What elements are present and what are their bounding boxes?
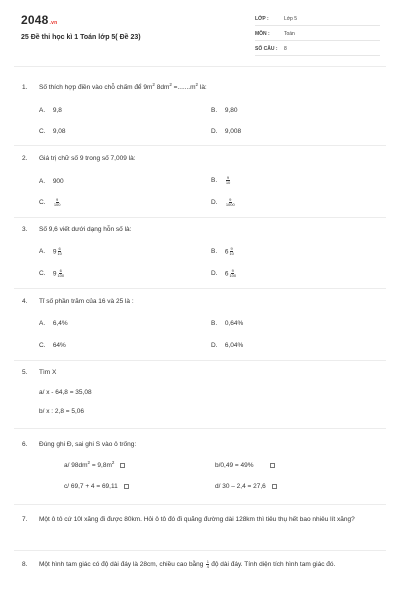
divider	[14, 550, 386, 551]
q1-option-b[interactable]: B. 9,80	[211, 107, 238, 114]
divider	[14, 288, 386, 289]
q1-option-d[interactable]: D. 9,008	[211, 128, 242, 135]
q6-statement-c: c/ 69,7 + 4 = 69,11	[64, 483, 129, 490]
q6-statement-a: a/ $98dm^2 = 9,8m^2$	[64, 462, 125, 469]
q4-option-d[interactable]: D. 6,04%	[211, 342, 244, 349]
q3-option-a[interactable]: A. 9 $\frac{6}{10}$	[39, 246, 62, 257]
q2-option-a[interactable]: A. 900	[39, 178, 64, 185]
q6-checkbox-c[interactable]	[124, 484, 129, 489]
q5-part-b: b/ x : 2,8 = 5,06	[39, 408, 84, 415]
q2-option-c[interactable]: C. $\frac{9}{100}$	[39, 197, 61, 208]
meta-question-count: SỐ CÂU : 8	[255, 44, 380, 56]
q1-option-c[interactable]: C. 9,08	[39, 128, 66, 135]
q2-option-d[interactable]: D. $\frac{9}{1000}$	[211, 197, 235, 208]
q2-option-b[interactable]: B. $\frac{9}{10}$	[211, 175, 231, 186]
divider	[14, 217, 386, 218]
q6-statement-d: d/ 30 – 2,4 = 27,6	[215, 483, 277, 490]
q6-checkbox-b[interactable]	[270, 463, 275, 468]
divider	[14, 145, 386, 146]
q5-part-a: a/ x - 64,8 = 35,08	[39, 389, 92, 396]
page-title: 25 Đề thi học kì 1 Toán lớp 5( Đề 23)	[21, 34, 141, 41]
meta-class: LỚP : Lớp 5	[255, 14, 380, 26]
page-header	[0, 0, 400, 62]
q6-checkbox-d[interactable]	[272, 484, 277, 489]
q6-statement-b: b/0,49 = 49%	[215, 462, 275, 469]
meta-subject: MÔN : Toán	[255, 29, 380, 41]
q4-option-c[interactable]: C. 64%	[39, 342, 66, 349]
q4-option-b[interactable]: B. 0,64%	[211, 320, 244, 327]
divider	[14, 428, 386, 429]
q3-option-d[interactable]: D. 6 $\frac{9}{100}$	[211, 268, 237, 279]
divider	[14, 360, 386, 361]
q1-option-a[interactable]: A. 9,8	[39, 107, 62, 114]
q4-option-a[interactable]: A. 6,4%	[39, 320, 68, 327]
q3-option-b[interactable]: B. 6 $\frac{9}{10}$	[211, 246, 234, 257]
divider	[14, 504, 386, 505]
q3-option-c[interactable]: C. 9 $\frac{6}{100}$	[39, 268, 65, 279]
q6-checkbox-a[interactable]	[120, 463, 125, 468]
site-logo[interactable]: 2048.vn	[21, 13, 58, 27]
divider	[14, 66, 386, 67]
